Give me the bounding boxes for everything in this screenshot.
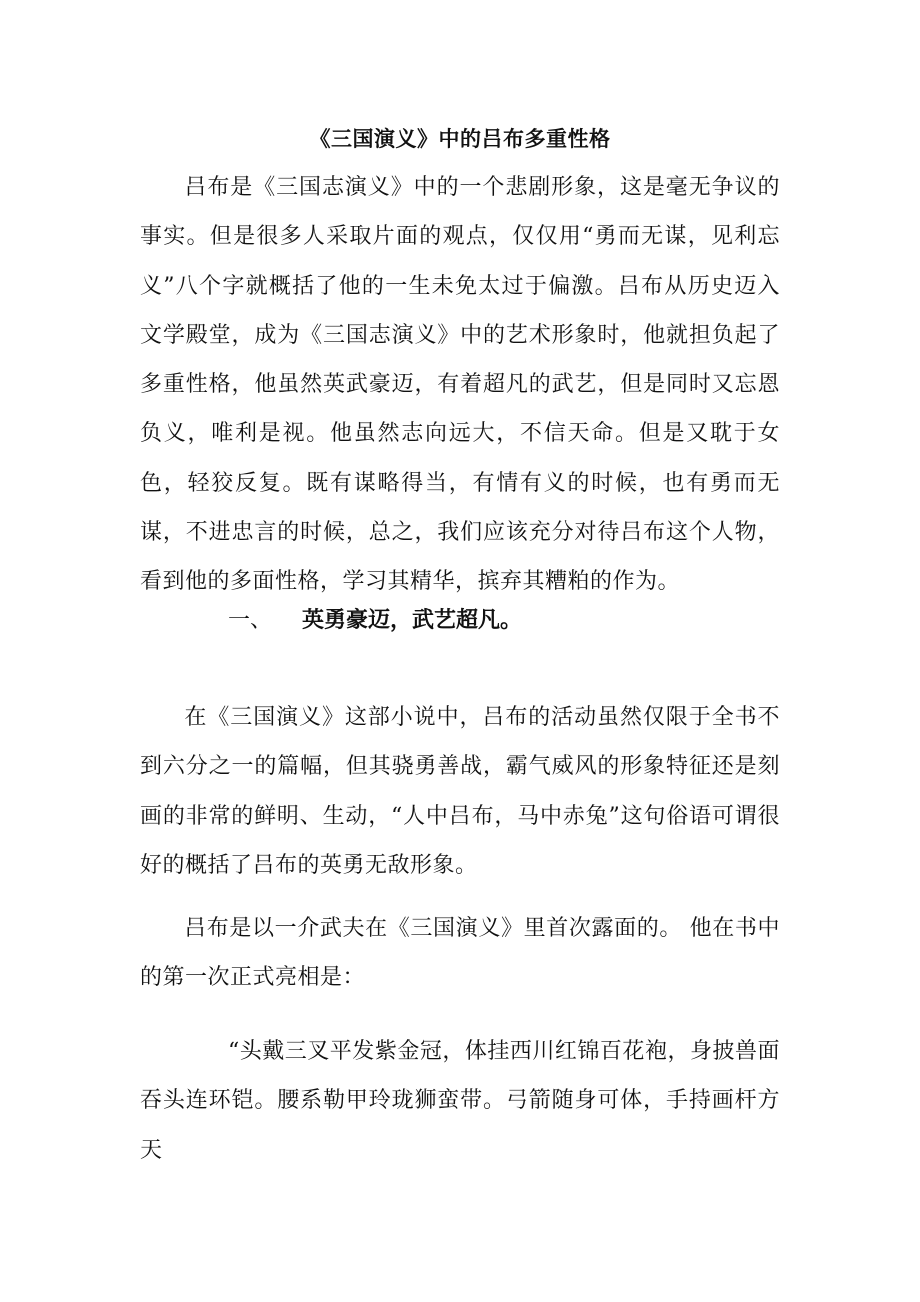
quote-paragraph bbox=[140, 1027, 780, 1175]
quote-text: “头戴三叉平发紫金冠，体挂西川红锦百花袍，身披兽面吞头连环铠。腰系勒甲玲珑狮蛮带。弓箭随身可体，手持画杆方天 bbox=[140, 1039, 780, 1163]
section-title: 英勇豪迈，武艺超凡。 bbox=[302, 607, 523, 633]
paragraph-text: 在《三国演义》这部小说中，吕布的活动虽然仅限于全书不到六分之一的篇幅，但其骁勇善战，霸气威风的形象特征还是刻画的非常的鲜明、生动，“人中吕布，马中赤兔”这句俗语可谓很好的概括了吕布的英勇无敌形象。 bbox=[140, 705, 780, 878]
body-paragraph-1 bbox=[140, 693, 780, 890]
section-number: 一、 bbox=[228, 608, 273, 633]
intro-paragraph bbox=[140, 163, 780, 607]
section-heading-1 bbox=[228, 605, 522, 636]
paragraph-text: 吕布是以一介武夫在《三国演义》里首次露面的。 他在书中的第一次正式亮相是： bbox=[140, 916, 780, 991]
intro-text: 吕布是《三国志演义》中的一个悲剧形象，这是毫无争议的事实。但是很多人采取片面的观点，仅仅用“勇而无谋，见利忘义”八个字就概括了他的一生未免太过于偏激。吕布从历史迈入文学殿堂，成为《三国志演义》中的艺术形象时，他就担负起了多重性格，他虽然英武豪迈，有着超凡的武艺，但是同时又忘恩负义，唯利是视。他虽然志向远大，不信天命。但是又耽于女色，轻狡反复。既有谋略得当，有情有义的时候，也有勇而无谋，不进忠言的时候，总之，我们应该充分对待吕布这个人物，看到他的多面性格，学习其精华，摈弃其糟粕的作为。 bbox=[140, 175, 780, 595]
document-title: 《三国演义》中的吕布多重性格 bbox=[309, 126, 611, 151]
body-paragraph-2 bbox=[140, 904, 780, 1003]
